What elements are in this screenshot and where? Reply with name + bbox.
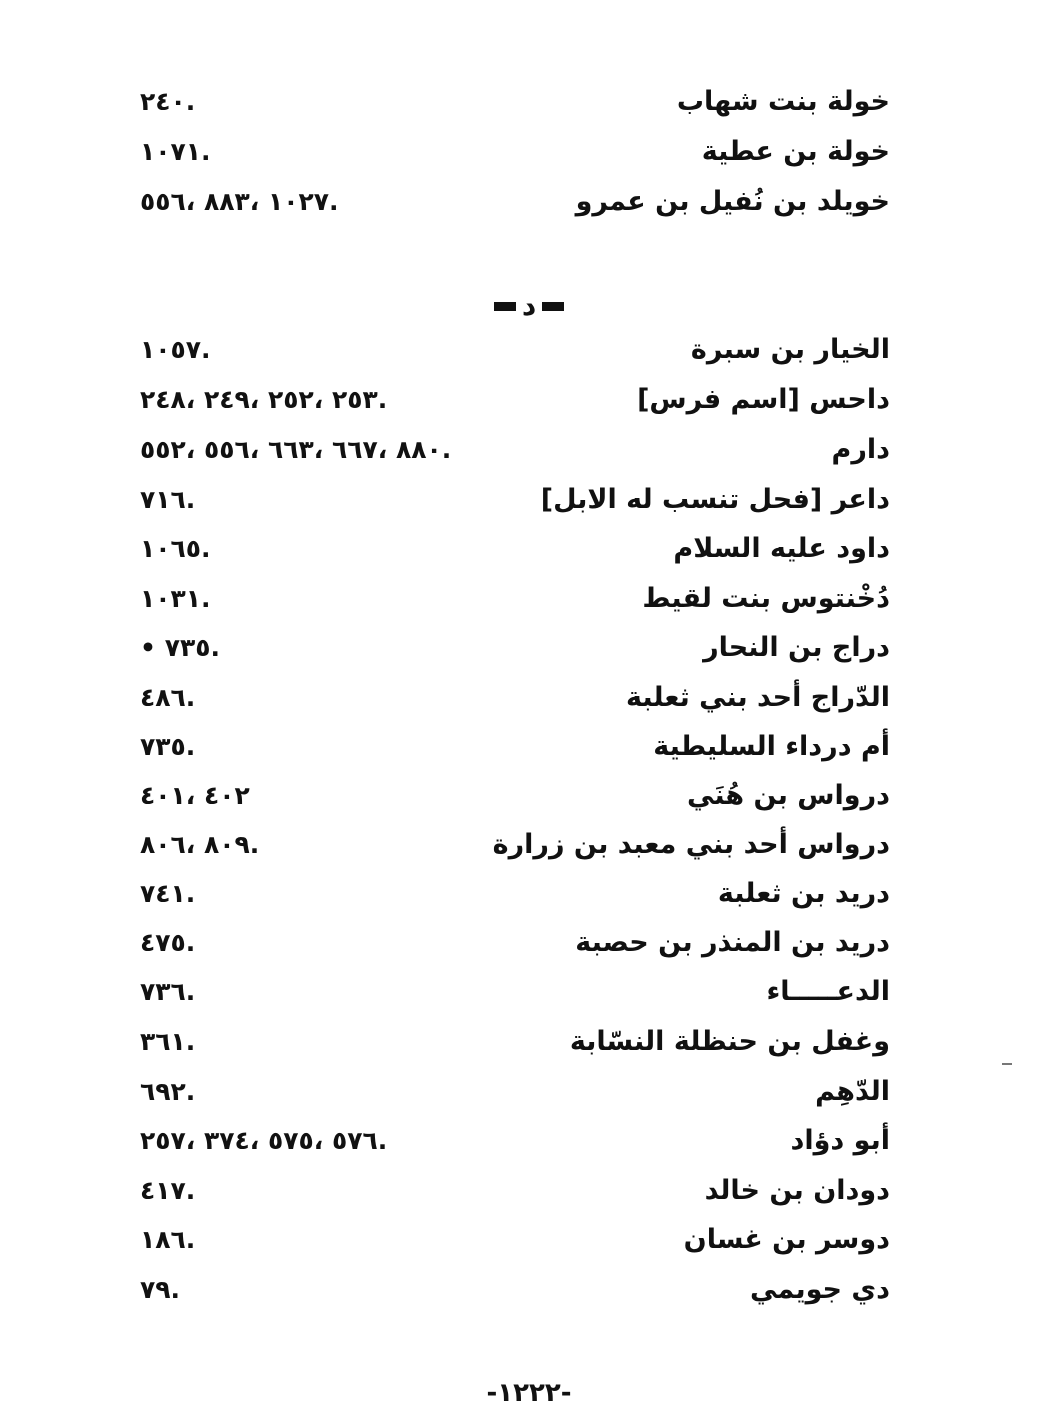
entry-pages: .١٠٧١ — [140, 137, 211, 166]
entry-pages: .٨٠٩ ،٨٠٦ — [140, 830, 260, 859]
index-entry — [130, 428, 890, 472]
entry-name: خويلد بن نُفيل بن عمرو — [575, 186, 890, 217]
entry-name: الخيار بن سبرة — [690, 334, 890, 365]
section-bar-left — [494, 302, 516, 311]
index-entry — [130, 1268, 890, 1312]
entry-pages: ٤٠٢ ،٤٠١ — [140, 781, 250, 810]
index-entry — [130, 725, 890, 769]
index-entry — [130, 921, 890, 965]
index-entry — [130, 823, 890, 867]
entry-pages: .٢٤٠ — [140, 87, 196, 116]
entry-name: أم درداء السليطية — [653, 731, 890, 762]
index-entry — [130, 378, 890, 422]
entry-name: داود عليه السلام — [673, 533, 890, 564]
index-entry — [130, 676, 890, 720]
section-header — [0, 288, 1058, 324]
entry-name: أبو دؤاد — [790, 1125, 890, 1156]
entry-name: الدّراج أحد بني ثعلبة — [625, 682, 890, 713]
entry-name: وغفل بن حنظلة النسّابة — [569, 1026, 890, 1057]
entry-pages: .١٠٢٧ ،٨٨٣ ،٥٥٦ — [140, 187, 339, 216]
index-entry — [130, 970, 890, 1014]
index-entry — [130, 1020, 890, 1064]
index-entry — [130, 872, 890, 916]
index-entry — [130, 577, 890, 621]
entry-pages: .٤٨٦ — [140, 683, 196, 712]
index-entry — [130, 1119, 890, 1163]
index-entry — [130, 1218, 890, 1262]
scan-speck — [1002, 1063, 1012, 1065]
entry-pages: .١٠٦٥ — [140, 534, 211, 563]
index-entry — [130, 1070, 890, 1114]
index-entry — [130, 478, 890, 522]
entry-name: خولة بن عطية — [701, 136, 890, 167]
index-entry — [130, 527, 890, 571]
index-entry — [130, 130, 890, 174]
index-entry — [130, 626, 890, 670]
entry-pages: .٢٥٣ ،٢٥٢ ،٢٤٩ ،٢٤٨ — [140, 385, 388, 414]
entry-name: الدعـــــاء — [766, 976, 890, 1007]
entry-name: دريد بن ثعلبة — [717, 878, 890, 909]
entry-name: دراج بن النحار — [703, 632, 890, 663]
section-letter: د — [521, 289, 537, 322]
entry-pages: .٧٤١ — [140, 879, 196, 908]
entry-name: درواس أحد بني معبد بن زرارة — [492, 829, 890, 860]
entry-pages: .٧٩ — [140, 1275, 181, 1304]
index-entry — [130, 774, 890, 818]
entry-name: داحس [اسم فرس] — [637, 384, 890, 415]
entry-pages: .٤٧٥ — [140, 928, 196, 957]
entry-name: داعر [فحل تنسب له الابل] — [540, 484, 890, 515]
entry-pages: .١٨٦ — [140, 1225, 196, 1254]
index-entry — [130, 1169, 890, 1213]
entry-name: دُخْنتوس بنت لقيط — [642, 583, 890, 614]
entry-name: الدّهِم — [815, 1076, 890, 1107]
index-entry — [130, 80, 890, 124]
entry-name: دريد بن المنذر بن حصبة — [575, 927, 890, 958]
entry-pages: .٧٣٥ — [140, 732, 196, 761]
entry-name: دوسر بن غسان — [683, 1224, 890, 1255]
entry-name: خولة بنت شهاب — [676, 86, 890, 117]
entry-pages: .٤١٧ — [140, 1176, 196, 1205]
entry-name: دي جويمي — [750, 1274, 890, 1305]
entry-pages: .٣٦١ — [140, 1027, 196, 1056]
entry-pages: .٦٩٢ — [140, 1077, 196, 1106]
entry-pages: .٧١٦ — [140, 485, 196, 514]
entry-name: دودان بن خالد — [704, 1175, 890, 1206]
entry-name: درواس بن هُنَي — [687, 780, 890, 811]
entry-pages: .٥٧٦ ،٥٧٥ ،٣٧٤ ،٢٥٧ — [140, 1126, 388, 1155]
entry-pages: .٧٣٦ — [140, 977, 196, 1006]
index-entry — [130, 328, 890, 372]
page-number: -١٢٢٢- — [486, 1378, 572, 1408]
entry-pages: .٧٣٥ • — [140, 633, 220, 662]
entry-pages: .١٠٣١ — [140, 584, 211, 613]
section-bar-right — [542, 302, 564, 311]
index-entry — [130, 180, 890, 224]
entry-name: دارم — [831, 434, 890, 465]
entry-pages: .٨٨٠ ،٦٦٧ ،٦٦٣ ،٥٥٦ ،٥٥٢ — [140, 435, 452, 464]
entry-pages: .١٠٥٧ — [140, 335, 211, 364]
